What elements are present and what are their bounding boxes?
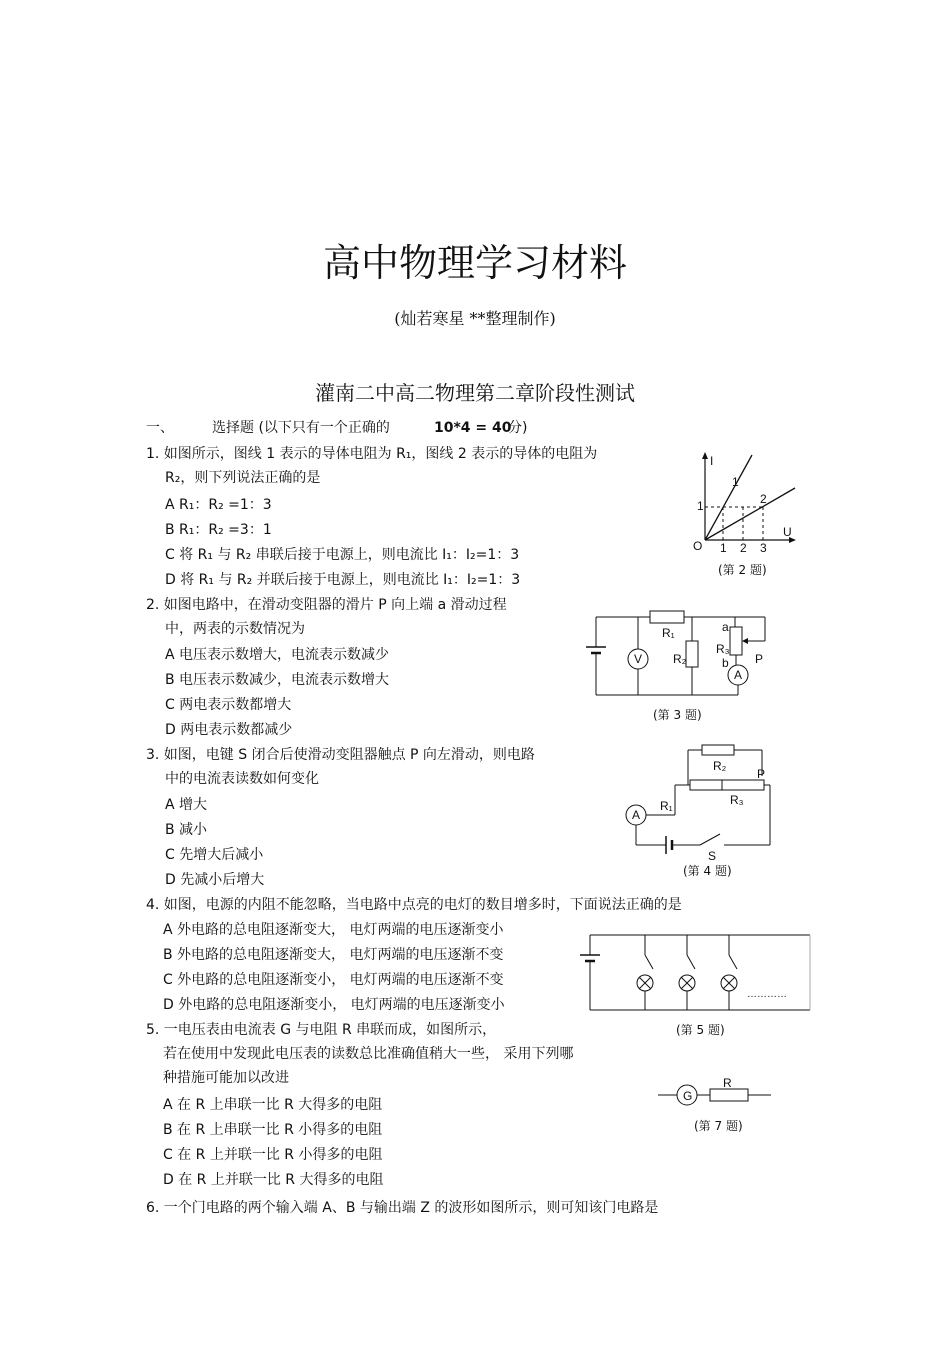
resistor-label: R bbox=[723, 1076, 732, 1090]
figure-caption-3: (第 3 题) bbox=[653, 708, 702, 722]
lamp-branch-2 bbox=[679, 935, 695, 1010]
q1-option-d: D 将 R₁ 与 R₂ 并联后接于电源上，则电流比 I₁：I₂=1：3 bbox=[165, 572, 521, 588]
test-heading: 灌南二中高二物理第二章阶段性测试 bbox=[315, 381, 635, 405]
figure-iu-graph bbox=[690, 450, 800, 555]
q3-option-b: B 减小 bbox=[165, 822, 208, 838]
label-r1: R₁ bbox=[662, 626, 675, 640]
q1-option-c: C 将 R₁ 与 R₂ 串联后接于电源上，则电流比 I₁：I₂=1：3 bbox=[165, 547, 520, 563]
q3-option-c: C 先增大后减小 bbox=[165, 847, 264, 863]
galvanometer-label: G bbox=[683, 1089, 693, 1103]
q3-option-d: D 先减小后增大 bbox=[165, 872, 265, 888]
figure-caption-5: (第 5 题) bbox=[676, 1023, 725, 1037]
page-subtitle: (灿若寒星 **整理制作) bbox=[394, 309, 556, 328]
label-r2-4: R₂ bbox=[713, 759, 727, 773]
lamp-branch-3 bbox=[721, 935, 737, 1010]
q2-stem-line1: 2. 如图电路中，在滑动变阻器的滑片 P 向上端 a 滑动过程 bbox=[146, 597, 507, 613]
q5-stem-line2: 若在使用中发现此电压表的读数总比准确值稍大一些， 采用下列哪 bbox=[163, 1046, 574, 1062]
q6-stem: 6. 一个门电路的两个输入端 A、B 与输出端 Z 的波形如图所示，则可知该门电路是 bbox=[146, 1200, 659, 1216]
label-r1-4: R₁ bbox=[660, 799, 673, 813]
q2-option-d: D 两电表示数都减少 bbox=[165, 722, 293, 738]
q2-stem-line2: 中，两表的示数情况为 bbox=[165, 621, 305, 637]
q3-stem-line1: 3. 如图，电键 S 闭合后使滑动变阻器触点 P 向左滑动，则电路 bbox=[146, 747, 535, 763]
figure-caption-4: (第 4 题) bbox=[683, 864, 732, 878]
q3-option-a: A 增大 bbox=[165, 797, 208, 813]
voltmeter-label: V bbox=[634, 652, 643, 666]
label-r3-4: R₃ bbox=[730, 793, 744, 807]
section-unit: 分) bbox=[508, 420, 528, 436]
tick-y1: 1 bbox=[697, 499, 704, 513]
figure-circuit-4 bbox=[620, 740, 780, 863]
ammeter-label: A bbox=[734, 668, 743, 682]
lamp-branch-1 bbox=[637, 935, 653, 1010]
continuation-dots: ………… bbox=[747, 989, 787, 1000]
q5-stem-line3: 种措施可能加以改进 bbox=[163, 1070, 289, 1086]
q1-stem-line2: R₂，则下列说法正确的是 bbox=[165, 470, 321, 486]
page-title: 高中物理学习材料 bbox=[322, 241, 627, 285]
label-b: b bbox=[722, 656, 729, 670]
q1-option-a: A R₁：R₂ =1：3 bbox=[165, 497, 272, 513]
section-score: 10*4 = 40 bbox=[434, 420, 512, 436]
label-p: P bbox=[755, 652, 764, 666]
label-a: a bbox=[722, 620, 729, 634]
q5-option-a: A 在 R 上串联一比 R 大得多的电阻 bbox=[163, 1097, 383, 1113]
q5-option-c: C 在 R 上并联一比 R 小得多的电阻 bbox=[163, 1147, 383, 1163]
line1-label: 1 bbox=[732, 475, 739, 489]
label-p-4: P bbox=[757, 767, 766, 781]
figure-lamps-circuit bbox=[575, 925, 815, 1020]
q5-option-b: B 在 R 上串联一比 R 小得多的电阻 bbox=[163, 1122, 383, 1138]
origin-label: O bbox=[693, 539, 703, 553]
q4-option-a: A 外电路的总电阻逐渐变大， 电灯两端的电压逐渐变小 bbox=[163, 922, 504, 938]
ammeter-label-4: A bbox=[632, 808, 641, 822]
switch-label: S bbox=[708, 849, 717, 863]
tick-x3: 3 bbox=[760, 541, 767, 555]
line2-label: 2 bbox=[760, 492, 767, 506]
axis-u-label: U bbox=[783, 525, 792, 539]
q4-option-d: D 外电路的总电阻逐渐变小， 电灯两端的电压逐渐变小 bbox=[163, 997, 505, 1013]
q4-stem: 4. 如图，电源的内阻不能忽略，当电路中点亮的电灯的数目增多时，下面说法正确的是 bbox=[146, 897, 682, 913]
q4-option-b: B 外电路的总电阻逐渐变大， 电灯两端的电压逐渐不变 bbox=[163, 947, 504, 963]
q2-option-b: B 电压表示数减少，电流表示数增大 bbox=[165, 672, 390, 688]
label-r2: R₂ bbox=[673, 652, 687, 666]
tick-x1: 1 bbox=[720, 541, 727, 555]
q5-option-d: D 在 R 上并联一比 R 大得多的电阻 bbox=[163, 1172, 384, 1188]
label-r3: R₃ bbox=[716, 642, 730, 656]
q1-stem-line1: 1. 如图所示，图线 1 表示的导体电阻为 R₁，图线 2 表示的导体的电阻为 bbox=[146, 446, 598, 462]
section-text: 选择题 (以下只有一个正确的 bbox=[212, 420, 390, 436]
tick-x2: 2 bbox=[740, 541, 747, 555]
axis-i-label: I bbox=[710, 454, 714, 468]
figure-caption-2: (第 2 题) bbox=[718, 563, 767, 577]
q2-option-a: A 电压表示数增大，电流表示数减少 bbox=[165, 647, 390, 663]
q5-stem-line1: 5. 一电压表由电流表 G 与电阻 R 串联而成，如图所示， bbox=[146, 1022, 497, 1038]
q2-option-c: C 两电表示数都增大 bbox=[165, 697, 292, 713]
q4-option-c: C 外电路的总电阻逐渐变小， 电灯两端的电压逐渐不变 bbox=[163, 972, 504, 988]
q1-option-b: B R₁：R₂ =3：1 bbox=[165, 522, 272, 538]
figure-galvanometer-resistor bbox=[655, 1075, 775, 1110]
figure-caption-7: (第 7 题) bbox=[694, 1119, 743, 1133]
section-number: 一、 bbox=[146, 420, 174, 436]
figure-circuit-3 bbox=[580, 605, 780, 700]
q3-stem-line2: 中的电流表读数如何变化 bbox=[165, 771, 319, 787]
